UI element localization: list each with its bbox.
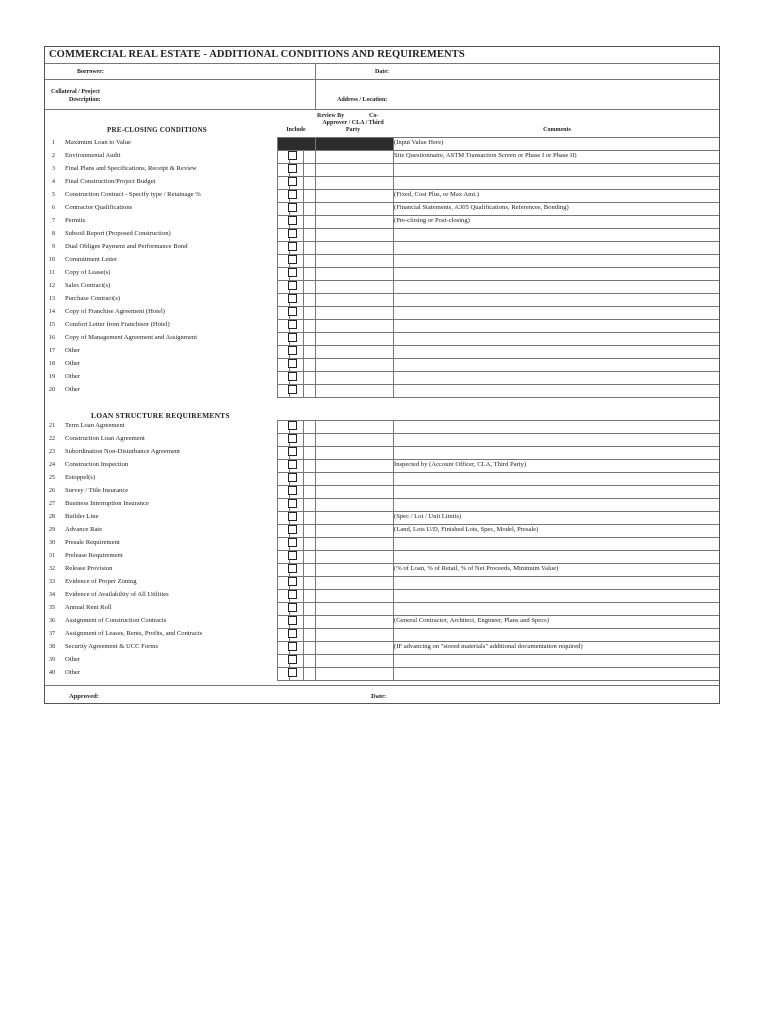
row-line bbox=[393, 176, 719, 177]
row-line bbox=[393, 602, 719, 603]
divider bbox=[45, 79, 719, 80]
include-checkbox[interactable] bbox=[288, 255, 297, 264]
review-by-cell[interactable] bbox=[317, 525, 391, 536]
include-checkbox[interactable] bbox=[288, 359, 297, 368]
comment-cell[interactable]: (Fixed, Cost Plus, or Max Amt.) bbox=[394, 191, 479, 198]
condition-label: Other bbox=[65, 373, 81, 380]
include-header: Include bbox=[286, 127, 306, 133]
address-label: Address / Location: bbox=[337, 97, 388, 103]
condition-label: Commitment Letter bbox=[65, 256, 118, 263]
row-line bbox=[393, 420, 719, 421]
row-line bbox=[393, 537, 719, 538]
include-checkbox[interactable] bbox=[288, 655, 297, 664]
col-line bbox=[277, 137, 278, 397]
review-by-cell[interactable] bbox=[317, 616, 391, 627]
condition-label: Permits bbox=[65, 217, 86, 224]
row-line bbox=[393, 267, 719, 268]
row-line bbox=[393, 446, 719, 447]
row-number: 31 bbox=[49, 553, 55, 559]
review-cell-disabled bbox=[316, 138, 393, 150]
row-line bbox=[393, 680, 719, 681]
condition-label: Assignment of Construction Contracts bbox=[65, 617, 167, 624]
row-number: 32 bbox=[49, 566, 55, 572]
include-checkbox[interactable] bbox=[288, 499, 297, 508]
row-line bbox=[315, 397, 393, 398]
condition-label: Final Construction/Project Budget bbox=[65, 178, 156, 185]
condition-label: Construction Contract - Specify type / Retainage % bbox=[65, 191, 201, 198]
row-number: 10 bbox=[49, 257, 55, 263]
comment-cell[interactable]: Site Questionnaire, ASTM Transaction Screen or Phase I or Phase II) bbox=[394, 152, 577, 159]
row-number: 38 bbox=[49, 644, 55, 650]
include-checkbox[interactable] bbox=[288, 512, 297, 521]
condition-label: Construction Inspection bbox=[65, 461, 129, 468]
condition-label: Evidence of Proper Zoning bbox=[65, 578, 137, 585]
condition-label: Final Plans and Specifications, Receipt & Review bbox=[65, 165, 197, 172]
footer-date-label: Date: bbox=[371, 693, 387, 700]
row-line bbox=[393, 641, 719, 642]
row-line bbox=[393, 189, 719, 190]
row-number: 25 bbox=[49, 475, 55, 481]
col-line bbox=[303, 420, 304, 680]
comment-cell[interactable]: (IF advancing on "stored materials" additional documentation required) bbox=[394, 643, 583, 650]
row-line bbox=[393, 137, 719, 138]
col-line bbox=[315, 420, 316, 680]
condition-label: Copy of Management Agreement and Assignment bbox=[65, 334, 198, 341]
include-checkbox[interactable] bbox=[288, 473, 297, 482]
row-line bbox=[393, 628, 719, 629]
review-by-cell[interactable] bbox=[317, 603, 391, 614]
row-number: 15 bbox=[49, 322, 55, 328]
comment-cell[interactable]: (Spec / Lot / Unit Limits) bbox=[394, 513, 462, 520]
row-number: 30 bbox=[49, 540, 55, 546]
row-number: 34 bbox=[49, 592, 55, 598]
review-by-cell[interactable] bbox=[317, 642, 391, 653]
row-line bbox=[393, 563, 719, 564]
include-checkbox[interactable] bbox=[288, 307, 297, 316]
row-number: 33 bbox=[49, 579, 55, 585]
loan-structure-header: LOAN STRUCTURE REQUIREMENTS bbox=[91, 411, 230, 420]
row-line bbox=[393, 163, 719, 164]
row-number: 19 bbox=[49, 374, 55, 380]
condition-label: Purchase Contract(s) bbox=[65, 295, 121, 302]
row-line bbox=[393, 667, 719, 668]
col-line bbox=[277, 420, 278, 680]
row-line bbox=[393, 511, 719, 512]
row-line bbox=[393, 215, 719, 216]
collateral-label-2: Description: bbox=[69, 97, 101, 103]
review-by-cell[interactable] bbox=[317, 151, 391, 162]
review-header-co: Co- bbox=[369, 113, 379, 119]
row-number: 12 bbox=[49, 283, 55, 289]
row-line bbox=[393, 358, 719, 359]
condition-label: Evidence of Availability of All Utilities bbox=[65, 591, 169, 598]
review-by-cell[interactable] bbox=[317, 359, 391, 370]
row-line bbox=[393, 459, 719, 460]
row-number: 13 bbox=[49, 296, 55, 302]
condition-label: Maximum Loan to Value bbox=[65, 139, 131, 146]
row-line bbox=[393, 485, 719, 486]
col-line bbox=[303, 137, 304, 397]
row-number: 8 bbox=[52, 231, 55, 237]
row-number: 37 bbox=[49, 631, 55, 637]
condition-label: Assignment of Leases, Rents, Profits, and Contracts bbox=[65, 630, 203, 637]
include-checkbox[interactable] bbox=[288, 603, 297, 612]
row-number: 3 bbox=[52, 166, 55, 172]
include-checkbox[interactable] bbox=[288, 190, 297, 199]
col-line bbox=[289, 420, 290, 680]
row-number: 21 bbox=[49, 423, 55, 429]
row-line bbox=[393, 397, 719, 398]
row-line bbox=[393, 433, 719, 434]
condition-label: Sales Contract(s) bbox=[65, 282, 111, 289]
row-number: 35 bbox=[49, 605, 55, 611]
review-by-cell[interactable] bbox=[317, 460, 391, 471]
review-by-cell[interactable] bbox=[317, 447, 391, 458]
form-title: COMMERCIAL REAL ESTATE - ADDITIONAL CONDITIONS AND REQUIREMENTS bbox=[49, 49, 465, 60]
divider bbox=[45, 109, 719, 110]
row-line bbox=[393, 202, 719, 203]
comment-cell[interactable]: (General Contractor, Architect, Engineer, Plans and Specs) bbox=[394, 617, 549, 624]
review-by-cell[interactable] bbox=[317, 655, 391, 666]
review-by-cell[interactable] bbox=[317, 190, 391, 201]
row-line bbox=[393, 228, 719, 229]
include-checkbox[interactable] bbox=[288, 616, 297, 625]
row-number: 18 bbox=[49, 361, 55, 367]
review-by-cell[interactable] bbox=[317, 333, 391, 344]
row-line bbox=[393, 150, 719, 151]
condition-label: Estoppel(s) bbox=[65, 474, 96, 481]
comment-cell[interactable]: (Land, Lots U/D, Finished Lots, Spec, Model, Presale) bbox=[394, 526, 539, 533]
row-number: 23 bbox=[49, 449, 55, 455]
include-checkbox[interactable] bbox=[288, 333, 297, 342]
include-checkbox[interactable] bbox=[288, 551, 297, 560]
row-number: 9 bbox=[52, 244, 55, 250]
row-line bbox=[393, 371, 719, 372]
approved-label: Approved: bbox=[69, 693, 99, 700]
row-line bbox=[277, 397, 315, 398]
row-number: 40 bbox=[49, 670, 55, 676]
review-by-cell[interactable] bbox=[317, 216, 391, 227]
condition-label: Dual Obligee Payment and Performance Bond bbox=[65, 243, 188, 250]
include-checkbox[interactable] bbox=[288, 268, 297, 277]
condition-label: Release Provision bbox=[65, 565, 113, 572]
include-checkbox[interactable] bbox=[288, 486, 297, 495]
condition-label: Term Loan Agreement bbox=[65, 422, 125, 429]
row-number: 22 bbox=[49, 436, 55, 442]
row-line bbox=[393, 576, 719, 577]
comment-cell[interactable]: Inspected by (Account Officer, CLA, Third Party) bbox=[394, 461, 527, 468]
review-by-cell[interactable] bbox=[317, 577, 391, 588]
review-by-cell[interactable] bbox=[317, 486, 391, 497]
include-checkbox[interactable] bbox=[288, 372, 297, 381]
include-checkbox[interactable] bbox=[288, 577, 297, 586]
review-header-2: Approver / CLA / Third bbox=[322, 120, 384, 126]
include-checkbox[interactable] bbox=[288, 346, 297, 355]
row-number: 29 bbox=[49, 527, 55, 533]
include-cell-disabled bbox=[278, 138, 315, 150]
include-checkbox[interactable] bbox=[288, 525, 297, 534]
review-by-cell[interactable] bbox=[317, 668, 391, 679]
condition-label: Presale Requirement bbox=[65, 539, 120, 546]
review-by-cell[interactable] bbox=[317, 268, 391, 279]
comment-cell[interactable]: (Financial Statements, A305 Qualifications, References, Bonding) bbox=[394, 204, 569, 211]
row-line bbox=[393, 615, 719, 616]
review-header: Review By bbox=[317, 113, 345, 119]
row-number: 27 bbox=[49, 501, 55, 507]
row-number: 11 bbox=[49, 270, 55, 276]
row-line bbox=[315, 680, 393, 681]
condition-label: Builder Line bbox=[65, 513, 99, 520]
review-header-3: Party bbox=[345, 127, 361, 133]
include-checkbox[interactable] bbox=[288, 629, 297, 638]
row-line bbox=[393, 524, 719, 525]
include-checkbox[interactable] bbox=[288, 229, 297, 238]
row-number: 28 bbox=[49, 514, 55, 520]
review-by-cell[interactable] bbox=[317, 242, 391, 253]
review-by-cell[interactable] bbox=[317, 564, 391, 575]
include-checkbox[interactable] bbox=[288, 151, 297, 160]
include-checkbox[interactable] bbox=[288, 203, 297, 212]
row-number: 17 bbox=[49, 348, 55, 354]
condition-label: Contractor Qualifications bbox=[65, 204, 133, 211]
review-by-cell[interactable] bbox=[317, 421, 391, 432]
review-by-cell[interactable] bbox=[317, 203, 391, 214]
condition-label: Survey / Title Insurance bbox=[65, 487, 129, 494]
condition-label: Environmental Audit bbox=[65, 152, 121, 159]
row-number: 5 bbox=[52, 192, 55, 198]
col-line bbox=[315, 137, 316, 397]
row-number: 4 bbox=[52, 179, 55, 185]
include-checkbox[interactable] bbox=[288, 590, 297, 599]
comments-header: Comments bbox=[543, 127, 571, 133]
condition-label: Subsoil Report (Proposed Construction) bbox=[65, 230, 171, 237]
row-line bbox=[393, 384, 719, 385]
condition-label: Business Interruption Insurance bbox=[65, 500, 149, 507]
include-checkbox[interactable] bbox=[288, 164, 297, 173]
include-checkbox[interactable] bbox=[288, 216, 297, 225]
review-by-cell[interactable] bbox=[317, 385, 391, 396]
pre-closing-header: PRE-CLOSING CONDITIONS bbox=[107, 126, 207, 134]
review-by-cell[interactable] bbox=[317, 307, 391, 318]
include-checkbox[interactable] bbox=[288, 294, 297, 303]
review-by-cell[interactable] bbox=[317, 499, 391, 510]
review-by-cell[interactable] bbox=[317, 551, 391, 562]
row-number: 6 bbox=[52, 205, 55, 211]
col-line bbox=[289, 137, 290, 397]
row-line bbox=[393, 550, 719, 551]
review-by-cell[interactable] bbox=[317, 346, 391, 357]
row-line bbox=[393, 293, 719, 294]
divider bbox=[315, 63, 316, 109]
review-by-cell[interactable] bbox=[317, 538, 391, 549]
review-by-cell[interactable] bbox=[317, 372, 391, 383]
row-line bbox=[393, 280, 719, 281]
review-by-cell[interactable] bbox=[317, 229, 391, 240]
review-by-cell[interactable] bbox=[317, 320, 391, 331]
include-checkbox[interactable] bbox=[288, 242, 297, 251]
row-number: 7 bbox=[52, 218, 55, 224]
col-line bbox=[393, 137, 394, 397]
borrower-label: Borrower: bbox=[77, 69, 104, 75]
review-by-cell[interactable] bbox=[317, 281, 391, 292]
row-line bbox=[393, 306, 719, 307]
row-line bbox=[277, 680, 315, 681]
conditions-form bbox=[44, 46, 720, 704]
row-line bbox=[393, 589, 719, 590]
condition-label: Copy of Franchise Agreement (Hotel) bbox=[65, 308, 165, 315]
comment-cell[interactable]: (Input Value Here) bbox=[394, 139, 444, 146]
include-checkbox[interactable] bbox=[288, 564, 297, 573]
collateral-label: Collateral / Project bbox=[51, 89, 100, 95]
row-line bbox=[393, 345, 719, 346]
include-checkbox[interactable] bbox=[288, 434, 297, 443]
condition-label: Annual Rent Roll bbox=[65, 604, 112, 611]
review-by-cell[interactable] bbox=[317, 255, 391, 266]
condition-label: Subordination Non-Disturbance Agreement bbox=[65, 448, 180, 455]
comment-cell[interactable]: (% of Loan, % of Retail, % of Net Proceeds, Minimum Value) bbox=[394, 565, 559, 572]
review-by-cell[interactable] bbox=[317, 177, 391, 188]
include-checkbox[interactable] bbox=[288, 421, 297, 430]
condition-label: Other bbox=[65, 360, 81, 367]
row-number: 26 bbox=[49, 488, 55, 494]
condition-label: Construction Loan Agreement bbox=[65, 435, 145, 442]
include-checkbox[interactable] bbox=[288, 642, 297, 651]
row-number: 39 bbox=[49, 657, 55, 663]
include-checkbox[interactable] bbox=[288, 385, 297, 394]
include-checkbox[interactable] bbox=[288, 281, 297, 290]
row-number: 24 bbox=[49, 462, 55, 468]
row-line bbox=[393, 472, 719, 473]
row-number: 14 bbox=[49, 309, 55, 315]
review-by-cell[interactable] bbox=[317, 629, 391, 640]
condition-label: Prelease Requirement bbox=[65, 552, 123, 559]
review-by-cell[interactable] bbox=[317, 473, 391, 484]
row-line bbox=[393, 332, 719, 333]
divider bbox=[45, 685, 719, 686]
date-label: Date: bbox=[375, 69, 389, 75]
include-checkbox[interactable] bbox=[288, 447, 297, 456]
review-by-cell[interactable] bbox=[317, 164, 391, 175]
row-line bbox=[393, 319, 719, 320]
divider bbox=[45, 63, 719, 64]
row-line bbox=[393, 654, 719, 655]
condition-label: Other bbox=[65, 386, 81, 393]
include-checkbox[interactable] bbox=[288, 668, 297, 677]
include-checkbox[interactable] bbox=[288, 320, 297, 329]
condition-label: Other bbox=[65, 656, 81, 663]
review-by-cell[interactable] bbox=[317, 294, 391, 305]
condition-label: Comfort Letter from Franchisor (Hotel) bbox=[65, 321, 170, 328]
comment-cell[interactable]: (Pre-closing or Post-closing) bbox=[394, 217, 470, 224]
include-checkbox[interactable] bbox=[288, 177, 297, 186]
condition-label: Security Agreement & UCC Forms bbox=[65, 643, 159, 650]
row-number: 36 bbox=[49, 618, 55, 624]
review-by-cell[interactable] bbox=[317, 434, 391, 445]
review-by-cell[interactable] bbox=[317, 590, 391, 601]
condition-label: Other bbox=[65, 669, 81, 676]
row-number: 16 bbox=[49, 335, 55, 341]
condition-label: Copy of Lease(s) bbox=[65, 269, 111, 276]
condition-label: Other bbox=[65, 347, 81, 354]
include-checkbox[interactable] bbox=[288, 538, 297, 547]
condition-label: Advance Rate bbox=[65, 526, 103, 533]
include-checkbox[interactable] bbox=[288, 460, 297, 469]
row-line bbox=[393, 498, 719, 499]
row-line bbox=[393, 254, 719, 255]
row-line bbox=[393, 241, 719, 242]
row-number: 2 bbox=[52, 153, 55, 159]
row-number: 20 bbox=[49, 387, 55, 393]
review-by-cell[interactable] bbox=[317, 512, 391, 523]
row-number: 1 bbox=[52, 140, 55, 146]
col-line bbox=[393, 420, 394, 680]
